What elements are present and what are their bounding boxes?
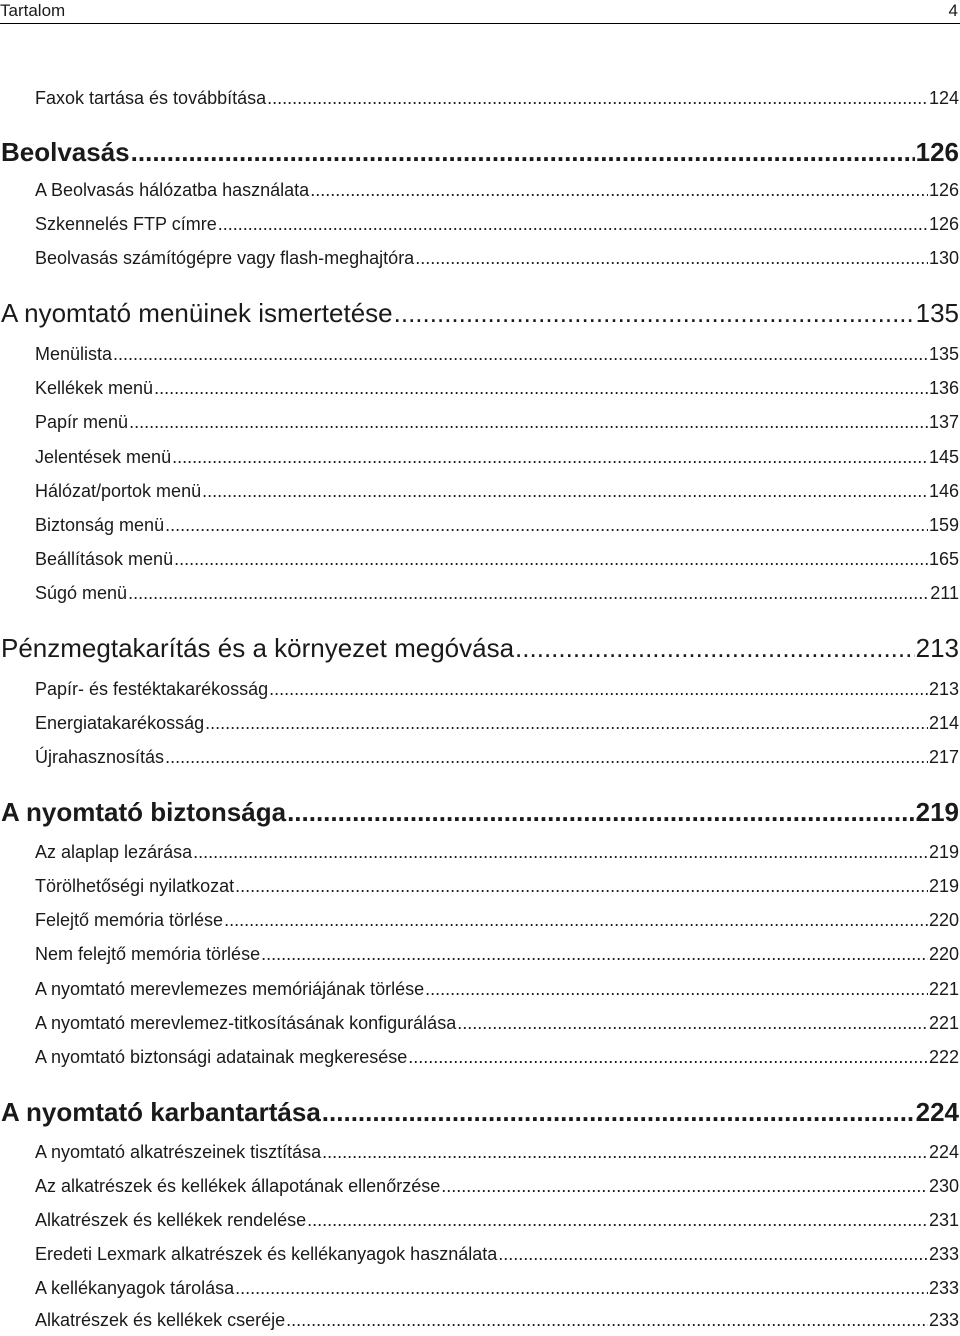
toc-leader-dots [408,1045,928,1069]
toc-section-page: 126 [915,137,959,167]
toc-entry-label: Törölhetőségi nyilatkozat [35,876,235,896]
toc-entry-label: Jelentések menü [35,447,172,467]
toc-entry-page: 214 [928,713,959,733]
toc-leader-dots [287,796,915,828]
toc-entry-page: 124 [928,88,959,108]
toc-leader-dots [261,942,928,966]
toc-leader-dots [205,711,928,735]
toc-leader-dots [128,581,929,605]
toc-entry[interactable] [35,1011,959,1035]
toc-entry[interactable] [35,908,959,932]
toc-entry-label: Alkatrészek és kellékek rendelése [35,1210,307,1230]
toc-leader-dots [515,632,915,664]
toc-entry-page: 159 [928,515,959,535]
toc-entry-page: 233 [928,1310,959,1330]
toc-entry-page: 145 [928,447,959,467]
toc-leader-dots [310,178,928,202]
toc-entry-page: 130 [928,248,959,268]
toc-entry[interactable] [35,445,959,469]
toc-leader-dots [172,445,928,469]
toc-entry[interactable] [35,840,959,864]
toc-section-label: Pénzmegtakarítás és a környezet megóvása [1,633,515,663]
toc-leader-dots [269,677,928,701]
toc-entry-page: 146 [928,481,959,501]
toc-entry-page: 221 [928,979,959,999]
toc-leader-dots [498,1242,928,1266]
header-rule [0,23,960,24]
toc-leader-dots [224,908,928,932]
toc-entry-label: Az alkatrészek és kellékek állapotának ellenőrzése [35,1176,441,1196]
toc-entry-page: 126 [928,214,959,234]
toc-section[interactable] [1,632,959,664]
toc-entry-page: 217 [928,747,959,767]
toc-entry[interactable] [35,342,959,366]
toc-entry-label: Energiatakarékosság [35,713,205,733]
toc-entry-page: 233 [928,1244,959,1264]
toc-entry-label: Papír menü [35,412,129,432]
toc-leader-dots [113,342,928,366]
toc-entry-label: Szkennelés FTP címre [35,214,217,234]
toc-entry-label: Nem felejtő memória törlése [35,944,261,964]
toc-entry-page: 233 [928,1278,959,1298]
toc-entry-label: A nyomtató biztonsági adatainak megkeresése [35,1047,408,1067]
toc-entry[interactable] [35,1242,959,1266]
toc-entry-label: Az alaplap lezárása [35,842,193,862]
toc-entry-label: A nyomtató alkatrészeinek tisztítása [35,1142,322,1162]
toc-entry-label: A nyomtató merevlemez-titkosításának konfigurálása [35,1013,457,1033]
toc-entry-page: 224 [928,1142,959,1162]
toc-entry-label: Papír- és festéktakarékosság [35,679,269,699]
toc-leader-dots [425,977,928,1001]
toc-entry-label: Újrahasznosítás [35,747,165,767]
toc-entry-label: Menülista [35,344,113,364]
toc-entry[interactable] [35,547,959,571]
toc-entry[interactable] [35,86,959,110]
toc-section-label: Beolvasás [1,137,130,167]
toc-entry-page: 136 [928,378,959,398]
toc-entry-label: A Beolvasás hálózatba használata [35,180,310,200]
toc-entry-label: Hálózat/portok menü [35,481,202,501]
toc-entry[interactable] [35,677,959,701]
page-header [0,0,960,22]
toc-entry[interactable] [35,874,959,898]
toc-entry-label: A kellékanyagok tárolása [35,1278,235,1298]
toc-section-label: A nyomtató biztonsága [1,797,287,827]
toc-entry-label: Felejtő memória törlése [35,910,224,930]
toc-entry-label: Alkatrészek és kellékek cseréje [35,1310,286,1330]
toc-entry[interactable] [35,1140,959,1164]
toc-leader-dots [322,1140,928,1164]
toc-entry[interactable] [35,1045,959,1069]
toc-entry[interactable] [35,942,959,966]
toc-entry-page: 211 [930,583,959,603]
toc-leader-dots [193,840,928,864]
toc-leader-dots [165,513,928,537]
toc-entry-label: A nyomtató merevlemezes memóriájának törlése [35,979,425,999]
toc-leader-dots [415,246,928,270]
toc-entry-label: Eredeti Lexmark alkatrészek és kellékanyagok használata [35,1244,498,1264]
toc-entry-page: 222 [928,1047,959,1067]
toc-section-label: A nyomtató menüinek ismertetése [1,298,393,328]
toc-leader-dots [286,1308,928,1332]
toc-entry-page: 231 [928,1210,959,1230]
toc-leader-dots [394,297,915,329]
toc-entry-page: 165 [928,549,959,569]
toc-entry[interactable] [35,1308,959,1332]
toc-entry[interactable] [35,376,959,400]
toc-entry[interactable] [35,178,959,202]
toc-section-page: 213 [915,633,959,663]
toc-entry[interactable] [35,513,959,537]
toc-entry[interactable] [35,711,959,735]
toc-entry[interactable] [35,1174,959,1198]
toc-leader-dots [218,212,928,236]
toc-entry[interactable] [35,479,959,503]
toc-entry-page: 220 [928,944,959,964]
toc-leader-dots [129,410,928,434]
toc-entry[interactable] [35,410,959,434]
toc-leader-dots [235,874,928,898]
toc-section[interactable] [1,136,959,168]
toc-entry[interactable] [35,745,959,769]
toc-section[interactable] [1,1096,959,1128]
toc-entry-label: Beállítások menü [35,549,174,569]
toc-entry-page: 126 [928,180,959,200]
toc-entry-page: 219 [928,876,959,896]
toc-entry-label: Faxok tartása és továbbítása [35,88,267,108]
toc-entry-page: 221 [928,1013,959,1033]
toc-leader-dots [165,745,928,769]
toc-leader-dots [235,1276,928,1300]
toc-entry-page: 220 [928,910,959,930]
toc-leader-dots [174,547,928,571]
toc-entry[interactable] [35,212,959,236]
toc-leader-dots [441,1174,928,1198]
header-title: Tartalom [0,1,66,20]
toc-entry[interactable] [35,1208,959,1232]
toc-entry-page: 213 [928,679,959,699]
toc-entry-label: Beolvasás számítógépre vagy flash-meghajtóra [35,248,415,268]
toc-section-label: A nyomtató karbantartása [1,1097,321,1127]
toc-section-page: 219 [915,797,959,827]
toc-entry-page: 219 [928,842,959,862]
toc-leader-dots [131,136,915,168]
toc-leader-dots [202,479,928,503]
toc-leader-dots [307,1208,928,1232]
toc-entry-page: 137 [928,412,959,432]
toc-leader-dots [154,376,928,400]
toc-leader-dots [457,1011,928,1035]
toc-leader-dots [267,86,928,110]
toc-section[interactable] [1,297,959,329]
toc-entry-label: Súgó menü [35,583,128,603]
toc-section[interactable] [1,796,959,828]
toc-entry[interactable] [35,246,959,270]
toc-section-page: 224 [915,1097,959,1127]
toc-leader-dots [322,1096,915,1128]
toc-entry-label: Biztonság menü [35,515,165,535]
toc-entry[interactable] [35,977,959,1001]
toc-section-page: 135 [915,298,959,328]
toc-entry-page: 135 [928,344,959,364]
toc-entry-page: 230 [928,1176,959,1196]
toc-entry[interactable] [35,1276,959,1300]
header-page-number: 4 [948,1,958,20]
toc-entry[interactable] [35,581,959,605]
toc-entry-label: Kellékek menü [35,378,154,398]
